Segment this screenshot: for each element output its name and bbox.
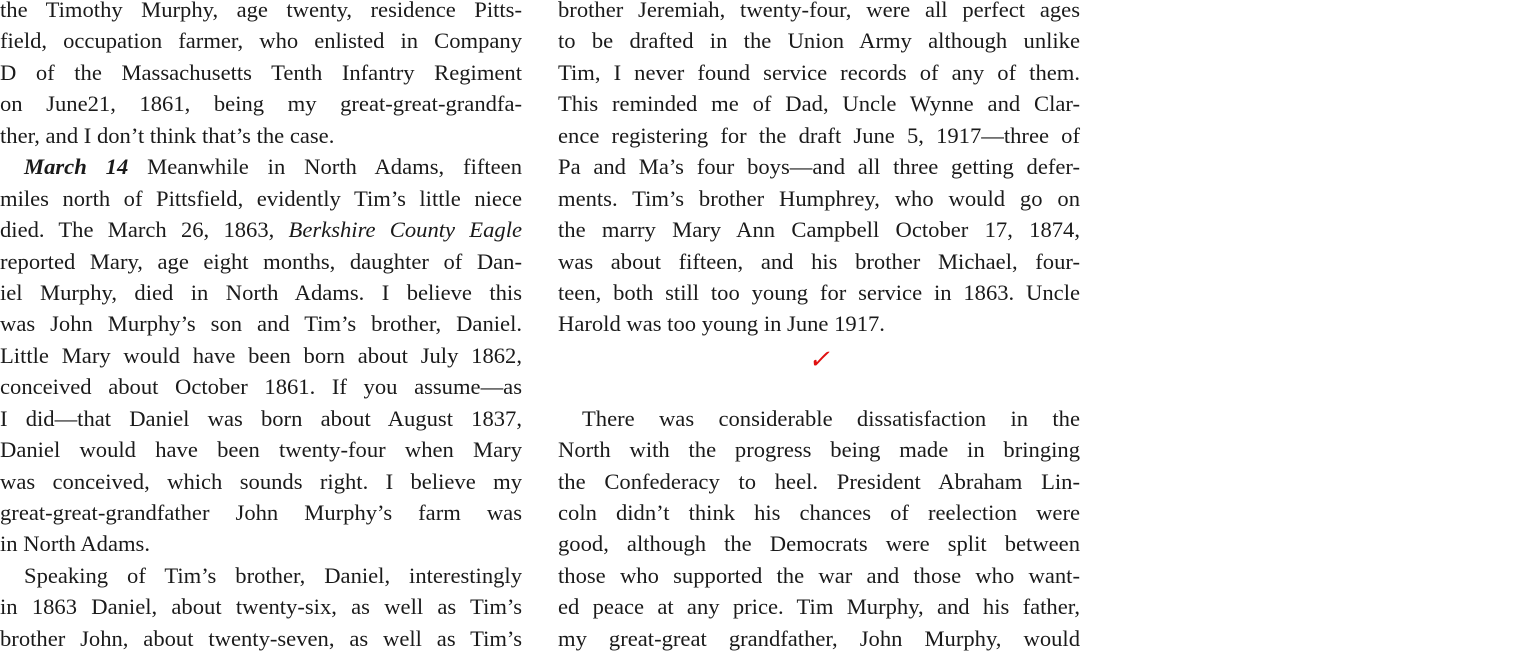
text-line: in 1863 Daniel, about twenty-six, as well as Tim’s bbox=[0, 594, 522, 620]
text-line: Speaking of Tim’s brother, Daniel, interestingly bbox=[24, 562, 522, 588]
text-line: my great-great grandfather, John Murphy, would bbox=[558, 625, 1080, 651]
text-line: ments. Tim’s brother Humphrey, who would go on bbox=[558, 185, 1080, 211]
text-line: miles north of Pittsfield, evidently Tim’s little niece bbox=[0, 185, 522, 211]
newspaper-title: Berkshire County Eagle bbox=[288, 217, 523, 243]
text-line bbox=[0, 151, 522, 182]
text-line: field, occupation farmer, who enlisted in Company bbox=[0, 28, 522, 54]
text-line: Tim, I never found service records of any of them. bbox=[558, 59, 1080, 85]
text-line: reported Mary, age eight months, daughter of Dan- bbox=[0, 248, 522, 274]
text-line: There was considerable dissatisfaction in the bbox=[582, 405, 1080, 431]
text-line: those who supported the war and those who want- bbox=[558, 562, 1080, 588]
red-checkmark-icon: ✓ bbox=[808, 344, 830, 374]
text-line: good, although the Democrats were split between bbox=[558, 531, 1080, 557]
text-line: conceived about October 1861. If you assume—as bbox=[0, 374, 522, 400]
text-line: the marry Mary Ann Campbell October 17, 1874, bbox=[558, 217, 1080, 243]
section-break bbox=[558, 340, 1080, 403]
text-line: coln didn’t think his chances of reelection were bbox=[558, 500, 1080, 526]
text-line: was about fifteen, and his brother Michael, four- bbox=[558, 248, 1080, 274]
text-line: Harold was too young in June 1917. bbox=[558, 311, 885, 337]
text-run: died. The March 26, 1863, bbox=[0, 217, 289, 243]
text-line: to be drafted in the Union Army although unlike bbox=[558, 28, 1080, 54]
left-text-column bbox=[0, 0, 522, 654]
text-line bbox=[0, 214, 522, 245]
text-line: D of the Massachusetts Tenth Infantry Regiment bbox=[0, 59, 522, 85]
text-line: brother Jeremiah, twenty-four, were all perfect ages bbox=[558, 0, 1080, 22]
text-run: Meanwhile in North Adams, fifteen bbox=[128, 154, 522, 180]
text-line: Daniel would have been twenty-four when Mary bbox=[0, 437, 522, 463]
text-line: great-great-grandfather John Murphy’s farm was bbox=[0, 500, 522, 525]
text-line: ed peace at any price. Tim Murphy, and his father, bbox=[558, 594, 1080, 620]
text-line: This reminded me of Dad, Uncle Wynne and Clar- bbox=[558, 91, 1080, 117]
text-line: North with the progress being made in bringing bbox=[558, 437, 1080, 463]
text-line: was conceived, which sounds right. I believe my bbox=[0, 468, 522, 494]
text-line: brother John, about twenty-seven, as well as Tim’s bbox=[0, 625, 522, 651]
text-line: teen, both still too young for service in 1863. Uncle bbox=[558, 279, 1080, 305]
text-line: in North Adams. bbox=[0, 531, 150, 557]
text-line: Pa and Ma’s four boys—and all three getting defer- bbox=[558, 154, 1080, 180]
right-text-column bbox=[558, 0, 1080, 654]
date-heading: March 14 bbox=[24, 154, 129, 180]
text-line: ence registering for the draft June 5, 1917—three of bbox=[558, 122, 1080, 148]
text-line: Little Mary would have been born about July 1862, bbox=[0, 342, 522, 368]
text-line: ther, and I don’t think that’s the case. bbox=[0, 122, 335, 148]
text-line: iel Murphy, died in North Adams. I believe this bbox=[0, 279, 522, 305]
text-line: on June21, 1861, being my great-great-grandfa- bbox=[0, 91, 522, 117]
text-line: the Timothy Murphy, age twenty, residence Pitts- bbox=[0, 0, 522, 22]
text-line: was John Murphy’s son and Tim’s brother, Daniel. bbox=[0, 311, 522, 337]
text-line: I did—that Daniel was born about August 1837, bbox=[0, 405, 522, 431]
text-line: the Confederacy to heel. President Abraham Lin- bbox=[558, 468, 1080, 494]
